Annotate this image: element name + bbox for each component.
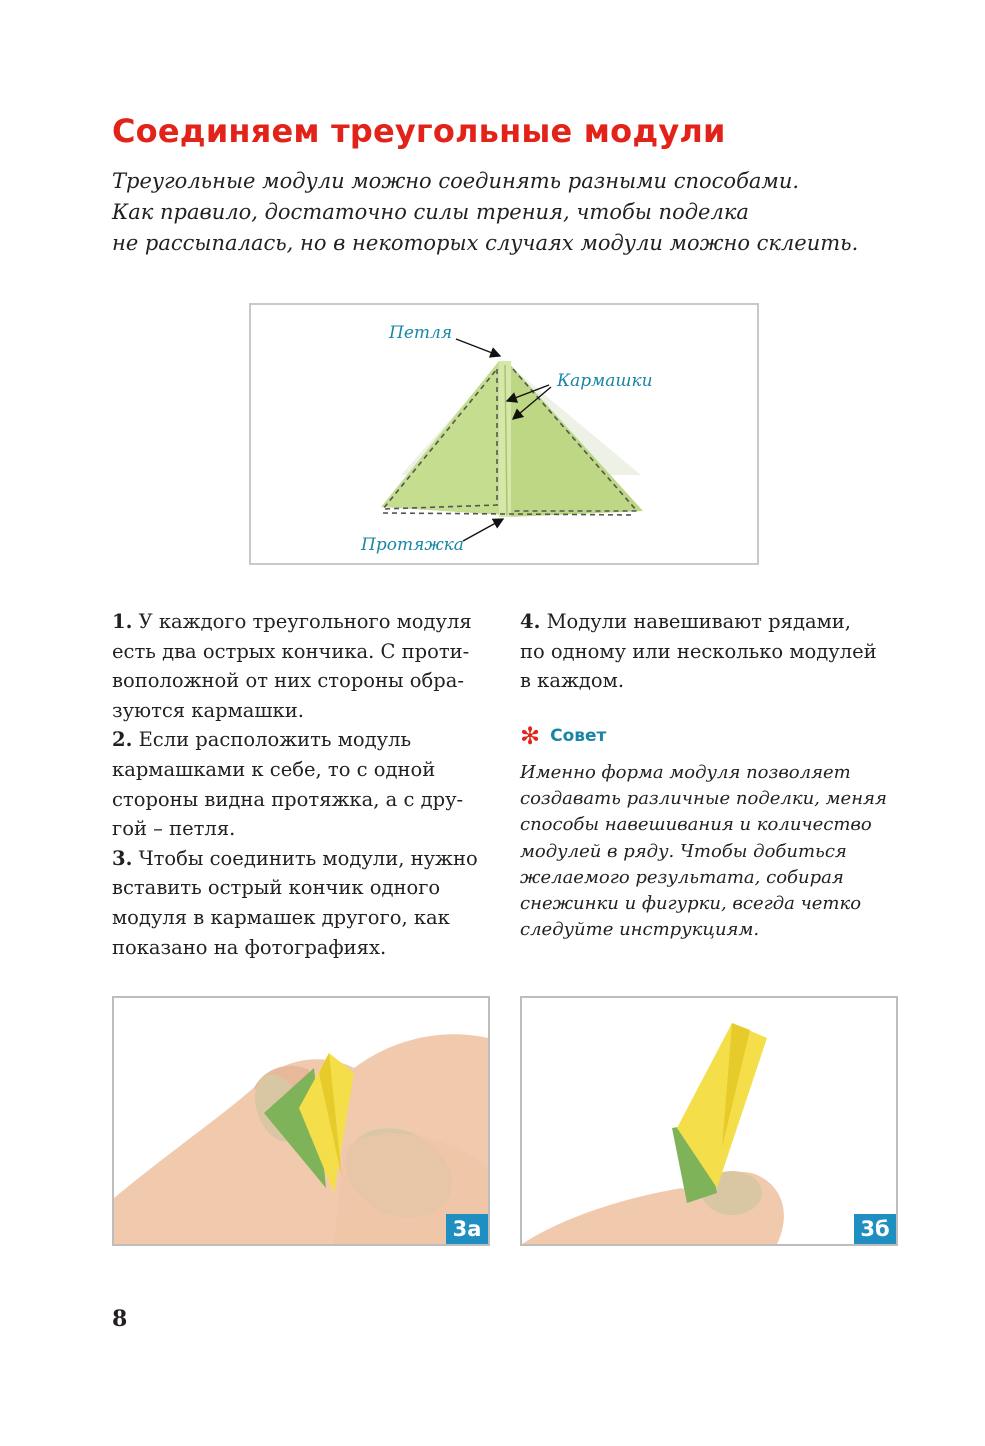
tip-line: модулей в ряду. Чтобы добиться	[520, 840, 847, 862]
module-diagram	[249, 303, 759, 565]
asterisk-icon: ✻	[520, 722, 541, 750]
step-number: 1.	[112, 610, 133, 633]
intro-line: Как правило, достаточно силы трения, чтобы поделка	[112, 200, 749, 224]
intro-text	[112, 166, 872, 259]
intro-line: не рассыпалась, но в некоторых случаях модули можно склеить.	[112, 231, 859, 255]
page-number: 8	[112, 1306, 128, 1332]
photo-3a-illustration	[114, 998, 488, 1244]
step-2-line: стороны видна протяжка, а с дру-	[112, 787, 464, 811]
tip-line: Именно форма модуля позволяет	[520, 762, 851, 783]
step-3-line: вставить острый кончик одного	[112, 876, 441, 900]
steps-right-column	[520, 607, 900, 696]
step-2-line: Если расположить модуль	[138, 728, 412, 752]
photo-badge-3a: 3а	[446, 1214, 488, 1244]
tip-body	[520, 760, 900, 943]
step-1-line: У каждого треугольного модуля	[138, 610, 472, 633]
intro-line: Треугольные модули можно соединять разными способами.	[112, 169, 800, 193]
steps-left-column	[112, 607, 492, 962]
tip-heading-label: Совет	[550, 726, 607, 746]
step-1-line: воположной от них стороны обра-	[112, 669, 464, 693]
label-loop: Петля	[389, 323, 453, 343]
step-1-line: есть два острых кончика. С проти-	[112, 639, 470, 663]
step-1-line: зуются кармашки.	[112, 698, 304, 722]
photo-3b	[520, 996, 898, 1246]
step-number: 2.	[112, 728, 133, 752]
step-2-line: гой – петля.	[112, 817, 236, 841]
arrow-loop	[456, 339, 500, 356]
step-3-line: модуля в кармашек другого, как	[112, 905, 450, 929]
module-left-half	[381, 361, 505, 515]
tip-line: снежинки и фигурки, всегда четко	[520, 893, 862, 915]
label-stretch: Протяжка	[361, 535, 464, 555]
arrow-stretch	[463, 519, 503, 541]
tip-line: способы навешивания и количество	[520, 814, 872, 836]
step-4-line: по одному или несколько модулей	[520, 639, 877, 663]
tip-line: создавать различные поделки, меняя	[520, 788, 887, 810]
tip-heading	[520, 722, 607, 750]
step-number: 4.	[520, 610, 541, 633]
step-3-line: Чтобы соединить модули, нужно	[138, 846, 478, 870]
step-4-line: в каждом.	[520, 669, 625, 693]
step-2-line: кармашками к себе, то с одной	[112, 757, 436, 781]
photo-3b-illustration	[522, 998, 896, 1244]
step-4-line: Модули навешивают рядами,	[546, 610, 851, 633]
photo-badge-3b: 3б	[854, 1214, 896, 1244]
photo-3a	[112, 996, 490, 1246]
tip-line: следуйте инструкциям.	[520, 919, 760, 941]
module-illustration	[251, 305, 757, 563]
tip-line: желаемого результата, собирая	[520, 866, 844, 888]
label-pockets: Кармашки	[557, 371, 653, 391]
step-number: 3.	[112, 846, 133, 870]
step-3-line: показано на фотографиях.	[112, 935, 387, 959]
page-title: Соединяем треугольные модули	[112, 112, 726, 150]
